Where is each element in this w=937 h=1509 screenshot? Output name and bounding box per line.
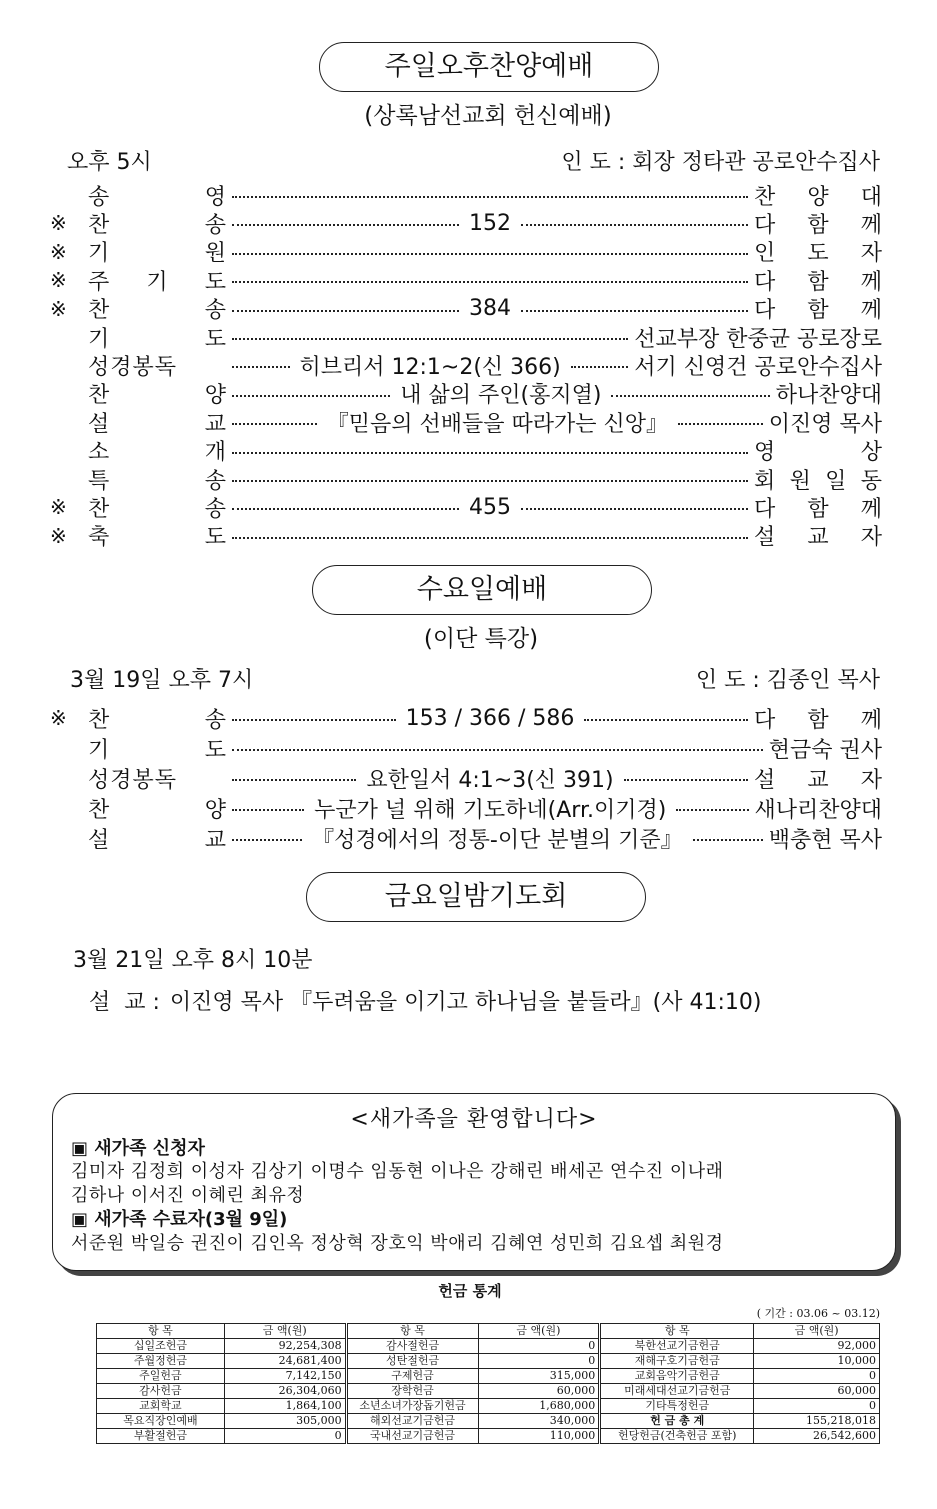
offering-amount: 340,000 [478,1414,600,1429]
item-person: 새나리찬양대 [754,797,883,823]
item-person-char: 영 [754,440,776,466]
item-label-char: 송 [204,496,226,522]
item-label-char: 특 [88,468,110,494]
leader-dots [232,508,459,510]
order-row [50,436,882,466]
item-label-char: 도 [204,525,226,551]
leader-dots [232,395,390,397]
item-person: 이진영 목사 [768,411,882,437]
item-label-char: 소 [88,440,110,466]
graduates-heading: ▣ 새가족 수료자(3월 9일) [71,1209,288,1230]
item-person-char: 일 [825,468,847,494]
offering-amount: 1,680,000 [478,1399,600,1414]
item-person-char: 설 [754,525,776,551]
item-label-char: 주 [88,269,110,295]
order-row [50,379,882,409]
item-label [88,492,226,523]
offering-amount: 60,000 [754,1384,880,1399]
leader-dots [232,749,763,751]
offering-row [97,1369,880,1384]
item-person-char: 원 [789,468,811,494]
leader-dots [584,719,748,721]
offering-item: 구제헌금 [346,1369,478,1384]
item-person-char: 다 [754,212,776,238]
friday-title-text: 금요일밤기도회 [384,881,568,912]
offering-header-cell: 항 목 [97,1324,225,1339]
leader-dots [232,537,748,539]
item-person-char: 함 [807,269,829,295]
friday-sermon [89,985,761,1016]
offering-title: 헌금 통계 [438,1282,502,1300]
item-person [754,180,882,211]
item-person-char: 께 [860,212,882,238]
offering-amount: 315,000 [478,1369,600,1384]
item-person-char: 교 [807,525,829,551]
item-person [754,208,882,239]
item-label-char: 기 [88,737,110,763]
offering-amount: 0 [754,1369,880,1384]
friday-sermon-text: 이진영 목사 『두려움을 이기고 하나님을 붙들라』(사 41:10) [169,990,762,1015]
item-label [88,407,226,438]
item-label-char: 축 [88,525,110,551]
item-label [88,180,226,211]
leader-dots [232,809,304,811]
item-person [754,492,882,523]
item-label-char: 도 [204,737,226,763]
order-row [50,322,882,352]
leader-dots [232,366,290,368]
item-label-char: 기 [88,326,110,352]
star-mark: ※ [50,523,67,548]
sunday-title-text: 주일오후찬양예배 [384,51,594,82]
item-label [88,236,226,267]
offering-header-cell: 금 액(원) [224,1324,346,1339]
item-label-char: 찬 [88,212,110,238]
item-label-char: 송 [204,707,226,733]
item-person-char: 교 [807,767,829,793]
order-row [50,793,882,823]
star-mark: ※ [50,706,67,730]
item-label-char: 설 [88,827,110,853]
item-person-char: 함 [807,212,829,238]
offering-item: 감사헌금 [97,1384,225,1399]
star-mark: ※ [50,211,67,236]
item-person [754,236,882,267]
order-row [50,763,882,793]
offering-row [97,1354,880,1369]
item-label-char: 찬 [88,383,110,409]
item-person-char: 께 [860,496,882,522]
offering-amount: 24,681,400 [224,1354,346,1369]
wednesday-time: 3월 19일 오후 7시 [70,668,254,693]
leader-dots [521,224,748,226]
wednesday-subtitle: (이단 특강) [423,626,539,652]
offering-amount: 0 [478,1339,600,1354]
order-row [50,703,882,733]
offering-item: 부활절헌금 [97,1429,225,1444]
star-mark: ※ [50,268,67,293]
offering-amount: 26,542,600 [754,1429,880,1444]
item-person: 선교부장 한중균 공로장로 [634,326,882,352]
leader-dots [521,508,748,510]
item-person-char: 자 [860,525,882,551]
order-row [50,294,882,324]
applicants-heading: ▣ 새가족 신청자 [71,1138,205,1159]
item-label [88,733,226,764]
item-person: 하나찬양대 [775,383,882,409]
offering-amount: 10,000 [754,1354,880,1369]
item-person-char: 인 [754,241,776,267]
item-person-char: 동 [860,468,882,494]
graduates-line: 서준원 박일승 권진이 김인옥 정상혁 장호익 박애리 김혜연 성민희 김요셉 최원경 [71,1233,724,1254]
leader-dots [521,310,748,312]
offering-item: 헌당헌금(건축헌금 포함) [600,1429,754,1444]
item-label-char: 교 [204,827,226,853]
item-label-char: 양 [204,383,226,409]
offering-amount: 305,000 [224,1414,346,1429]
item-person-char: 다 [754,269,776,295]
order-row [50,464,882,494]
leader-dots [232,310,459,312]
item-label [88,293,226,324]
item-label [88,703,226,734]
item-person: 현금숙 권사 [768,737,882,763]
order-row [50,521,882,551]
item-label [88,793,226,824]
offering-item: 헌 금 총 계 [600,1414,754,1429]
wednesday-title-text: 수요일예배 [416,574,548,605]
item-person: 서기 신영건 공로안수집사 [634,354,883,380]
leader-dots [232,480,748,482]
item-person-char: 자 [860,767,882,793]
item-detail: 요한일서 4:1~3(신 391) [366,767,614,793]
offering-header-row [97,1324,880,1339]
offering-item: 미래세대선교기금헌금 [600,1384,754,1399]
order-row [50,180,882,210]
star-mark: ※ [50,296,67,321]
item-person-char: 자 [860,241,882,267]
offering-amount: 0 [754,1399,880,1414]
item-person-char: 함 [807,496,829,522]
item-person-char: 설 [754,767,776,793]
item-label-char: 찬 [88,797,110,823]
item-detail: 『성경에서의 정통-이단 분별의 기준』 [312,827,683,853]
item-detail: 내 삶의 주인(홍지열) [400,383,602,409]
friday-sermon-label: 설 교 : [89,990,160,1015]
offering-amount: 7,142,150 [224,1369,346,1384]
friday-title [306,872,646,922]
item-person-char: 다 [754,298,776,324]
leader-dots [571,366,629,368]
leader-dots [232,839,302,841]
offering-header-cell: 금 액(원) [754,1324,880,1339]
item-label-char: 송 [88,184,110,210]
offering-item: 해외선교기금헌금 [346,1414,478,1429]
order-row [50,823,882,853]
item-label-char: 찬 [88,496,110,522]
leader-dots [232,338,628,340]
item-label [88,520,226,551]
offering-amount: 1,864,100 [224,1399,346,1414]
item-detail: 153 / 366 / 586 [405,705,575,731]
item-label-char: 기 [146,269,168,295]
welcome-box [52,1093,896,1271]
item-label [88,322,226,353]
item-label [88,265,226,296]
order-row [50,407,882,437]
item-person [754,703,882,734]
leader-dots [232,224,459,226]
item-label-char: 송 [204,298,226,324]
wednesday-leader: 인 도 : 김종인 목사 [695,668,880,693]
item-person [754,435,882,466]
item-label: 성경봉독 [88,354,178,380]
offering-row [97,1414,880,1429]
item-label-char: 찬 [88,298,110,324]
offering-item: 소년소녀가장돕기헌금 [346,1399,478,1414]
leader-dots [232,423,317,425]
item-person-char: 다 [754,707,776,733]
item-label-char: 도 [204,326,226,352]
item-person [754,293,882,324]
offering-item: 감사절헌금 [346,1339,478,1354]
offering-item: 목요직장인예배 [97,1414,225,1429]
leader-dots [232,452,748,454]
offering-item: 교회음악기금헌금 [600,1369,754,1384]
offering-row [97,1384,880,1399]
order-row [50,237,882,267]
offering-item: 성탄절헌금 [346,1354,478,1369]
offering-row [97,1339,880,1354]
leader-dots [678,423,763,425]
applicants-line-1: 김미자 김정희 이성자 김상기 이명수 임동현 이나은 강해린 배세곤 연수진 이나래 [71,1161,724,1182]
item-label [88,378,226,409]
item-person-char: 양 [807,184,829,210]
leader-dots [232,281,748,283]
item-person-char: 도 [807,241,829,267]
offering-item: 북한선교기금헌금 [600,1339,754,1354]
sunday-subtitle: (상록남선교회 헌신예배) [364,103,612,129]
leader-dots [232,196,748,198]
order-row [50,208,882,238]
offering-row [97,1429,880,1444]
sunday-time: 오후 5시 [67,150,152,175]
offering-amount: 0 [224,1429,346,1444]
leader-dots [611,395,769,397]
item-label-char: 개 [204,440,226,466]
order-row [50,265,882,295]
offering-item: 기타특정헌금 [600,1399,754,1414]
offering-item: 십일조헌금 [97,1339,225,1354]
item-person [754,763,882,794]
item-detail: 히브리서 12:1~2(신 366) [299,354,561,380]
item-person-char: 함 [807,298,829,324]
offering-item: 교회학교 [97,1399,225,1414]
order-row [50,733,882,763]
item-person-char: 찬 [754,184,776,210]
offering-header-cell: 항 목 [346,1324,478,1339]
star-mark: ※ [50,495,67,520]
offering-table [96,1323,880,1444]
item-person-char: 대 [860,184,882,210]
item-label [88,435,226,466]
item-detail: 384 [469,296,511,322]
item-label-char: 도 [204,269,226,295]
item-person-char: 함 [807,707,829,733]
item-person-char: 회 [754,468,776,494]
item-person-char: 다 [754,496,776,522]
item-detail: 『믿음의 선배들을 따라가는 신앙』 [326,411,668,437]
offering-item: 주일헌금 [97,1369,225,1384]
item-label-char: 원 [204,241,226,267]
offering-period: ( 기간 : 03.06 ~ 03.12) [756,1307,880,1320]
item-label-char: 기 [88,241,110,267]
applicants-line-2: 김하나 이서진 이혜린 최유정 [71,1185,305,1206]
item-person [754,265,882,296]
item-person-char: 께 [860,707,882,733]
offering-amount: 155,218,018 [754,1414,880,1429]
item-label-char: 양 [204,797,226,823]
offering-header-cell: 항 목 [600,1324,754,1339]
item-detail: 누군가 널 위해 기도하네(Arr.이기경) [314,797,667,823]
offering-amount: 110,000 [478,1429,600,1444]
item-person: 백충현 목사 [768,827,882,853]
offering-amount: 92,254,308 [224,1339,346,1354]
item-label [88,823,226,854]
star-mark: ※ [50,239,67,264]
item-person-char: 께 [860,298,882,324]
sunday-leader: 인 도 : 회장 정타관 공로안수집사 [561,150,880,175]
item-label-char: 영 [204,184,226,210]
leader-dots [232,719,396,721]
friday-time: 3월 21일 오후 8시 10분 [73,948,313,973]
item-person-char: 께 [860,269,882,295]
item-detail: 455 [469,494,511,520]
offering-row [97,1399,880,1414]
leader-dots [676,809,748,811]
item-person [754,520,882,551]
offering-header-cell: 금 액(원) [478,1324,600,1339]
item-person-char: 상 [860,440,882,466]
offering-amount: 92,000 [754,1339,880,1354]
sunday-title [319,42,659,92]
offering-amount: 60,000 [478,1384,600,1399]
order-row [50,492,882,522]
item-label-char: 찬 [88,707,110,733]
item-label-char: 교 [204,411,226,437]
offering-item: 주월정헌금 [97,1354,225,1369]
item-label-char: 송 [204,212,226,238]
item-label-char: 송 [204,468,226,494]
leader-dots [624,779,748,781]
offering-item: 국내선교기금헌금 [346,1429,478,1444]
leader-dots [232,253,748,255]
item-label-char: 설 [88,411,110,437]
item-person [754,464,882,495]
leader-dots [232,779,356,781]
wednesday-title [312,565,652,615]
welcome-title: <새가족을 환영합니다> [350,1107,598,1132]
item-detail: 152 [469,210,511,236]
order-row [50,350,882,380]
offering-item: 재해구호기금헌금 [600,1354,754,1369]
offering-amount: 26,304,060 [224,1384,346,1399]
leader-dots [693,839,763,841]
offering-amount: 0 [478,1354,600,1369]
item-label [88,208,226,239]
item-label: 성경봉독 [88,767,178,793]
offering-item: 장학헌금 [346,1384,478,1399]
item-label [88,464,226,495]
